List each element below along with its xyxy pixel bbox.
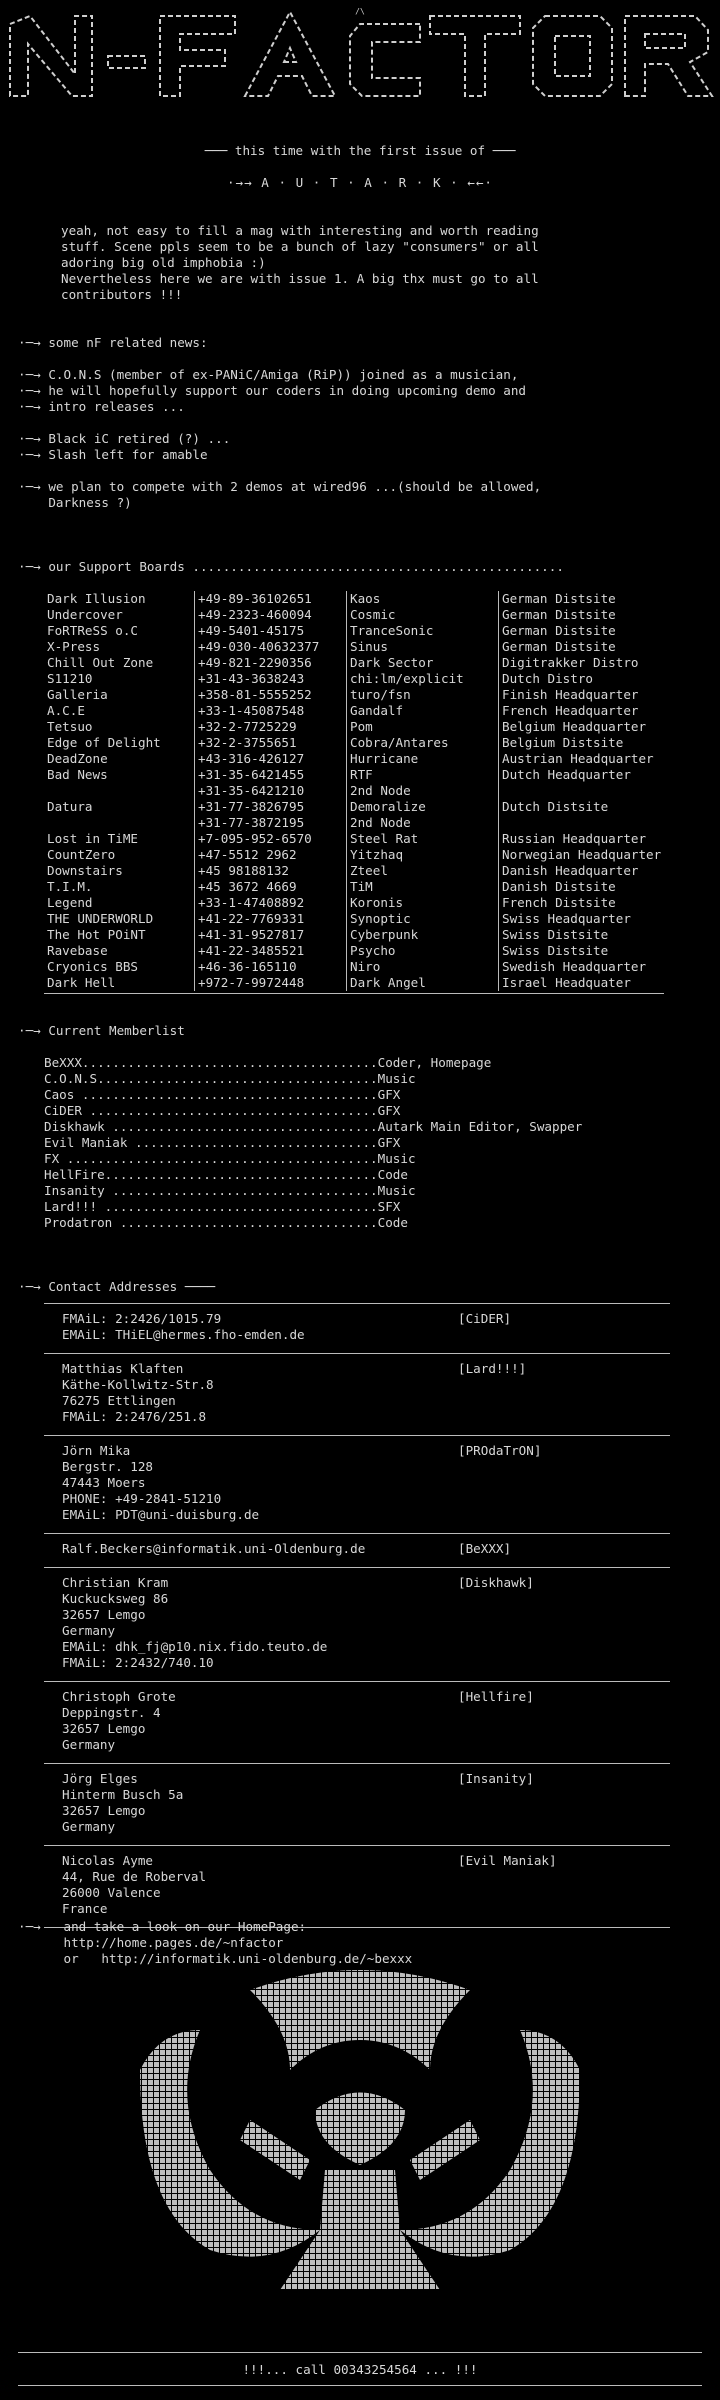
- board-row: [44, 639, 665, 655]
- board-status: French Headquarter: [499, 703, 666, 719]
- support-boards-table: [44, 591, 665, 991]
- divider: [18, 2352, 702, 2353]
- news-item: ·─→ Black iC retired (?) ... ·─→ Slash left for amable: [18, 431, 231, 462]
- contact-entry: [62, 1361, 662, 1425]
- board-phone: +46-36-165110: [195, 959, 347, 975]
- board-status: German Distsite: [499, 607, 666, 623]
- board-row: [44, 703, 665, 719]
- member-entry: Caos .......................................GFX: [44, 1087, 401, 1102]
- board-name: THE UNDERWORLD: [47, 911, 154, 926]
- contact-entry: [62, 1443, 662, 1523]
- board-name: [44, 783, 195, 799]
- board-status: [499, 783, 666, 799]
- board-name: The Hot POiNT: [47, 927, 146, 942]
- board-phone: +43-316-426127: [195, 751, 347, 767]
- board-status: Dutch Headquarter: [499, 767, 666, 783]
- magazine-name: ·→→ A · U · T · A · R · K · ←←·: [226, 175, 494, 190]
- board-sysop: chi:lm/explicit: [347, 671, 499, 687]
- member-entry: CiDER ......................................GFX: [44, 1103, 401, 1118]
- contact-line: Christian Kram: [62, 1575, 169, 1590]
- board-status: Belgium Distsite: [499, 735, 666, 751]
- board-row: [44, 863, 665, 879]
- contact-entry: [62, 1311, 662, 1343]
- board-name: Bad News: [47, 767, 108, 782]
- divider: [44, 1763, 670, 1764]
- board-name: Edge of Delight: [47, 735, 161, 750]
- board-phone: +49-2323-460094: [195, 607, 347, 623]
- contact-line: 47443 Moers: [62, 1475, 146, 1490]
- divider: [44, 1533, 670, 1534]
- board-phone: +41-22-3485521: [195, 943, 347, 959]
- board-status: Belgium Headquarter: [499, 719, 666, 735]
- news-item: ·─→ we plan to compete with 2 demos at wired96 ...(should be allowed, Darkness ?): [18, 479, 542, 510]
- contact-line: EMAiL: dhk_fj@p10.nix.fido.teuto.de: [62, 1639, 328, 1654]
- board-row: [44, 975, 665, 991]
- board-status: Finish Headquarter: [499, 687, 666, 703]
- divider: [44, 1353, 670, 1354]
- contact-handle: [BeXXX]: [458, 1541, 512, 1556]
- contact-line: EMAiL: PDT@uni-duisburg.de: [62, 1507, 260, 1522]
- board-status: German Distsite: [499, 591, 666, 607]
- contact-line: Germany: [62, 1819, 116, 1834]
- board-name: A.C.E: [47, 703, 85, 718]
- board-phone: +45 98188132: [195, 863, 347, 879]
- board-sysop: 2nd Node: [347, 815, 499, 831]
- intro-paragraph: [61, 223, 539, 303]
- contact-handle: [PROdaTrON]: [458, 1443, 542, 1458]
- board-row: [44, 767, 665, 783]
- divider: [18, 2385, 702, 2386]
- svg-text:/\: /\: [355, 7, 365, 16]
- board-name: S11210: [47, 671, 93, 686]
- board-name: FoRTReSS o.C: [47, 623, 138, 638]
- board-phone: +41-31-9527817: [195, 927, 347, 943]
- contact-handle: [Hellfire]: [458, 1689, 534, 1704]
- member-entry: Lard!!! ....................................SFX: [44, 1199, 401, 1214]
- contact-line: Christoph Grote: [62, 1689, 176, 1704]
- board-sysop: Koronis: [347, 895, 499, 911]
- board-sysop: Cyberpunk: [347, 927, 499, 943]
- news-heading: ·─→ some nF related news:: [18, 335, 208, 350]
- board-row: [44, 815, 665, 831]
- board-row: [44, 687, 665, 703]
- board-row: [44, 799, 665, 815]
- board-status: Israel Headquater: [499, 975, 666, 991]
- board-sysop: Yitzhaq: [347, 847, 499, 863]
- board-status: Dutch Distsite: [499, 799, 666, 815]
- contact-line: Bergstr. 128: [62, 1459, 153, 1474]
- contact-handle: [CiDER]: [458, 1311, 512, 1326]
- board-phone: +33-1-47408892: [195, 895, 347, 911]
- member-entry: C.O.N.S.....................................Music: [44, 1071, 416, 1086]
- contact-line: Germany: [62, 1737, 116, 1752]
- board-phone: +31-77-3826795: [195, 799, 347, 815]
- board-name: Lost in TiME: [47, 831, 138, 846]
- board-phone: +31-35-6421210: [195, 783, 347, 799]
- board-sysop: Synoptic: [347, 911, 499, 927]
- board-phone: +972-7-9972448: [195, 975, 347, 991]
- contact-line: EMAiL: THiEL@hermes.fho-emden.de: [62, 1327, 305, 1342]
- contact-handle: [Diskhawk]: [458, 1575, 534, 1590]
- member-entry: Diskhawk ...................................Autark Main Editor, Swapper: [44, 1119, 583, 1134]
- board-status: Swiss Headquarter: [499, 911, 666, 927]
- contacts-heading: ·─→ Contact Addresses ────: [18, 1279, 216, 1294]
- homepage-link[interactable]: http://home.pages.de/~nfactor: [18, 1935, 284, 1950]
- board-name: CountZero: [47, 847, 116, 862]
- board-name: [44, 815, 195, 831]
- contact-line: Kuckucksweg 86: [62, 1591, 169, 1606]
- divider: [44, 1435, 670, 1436]
- contact-entry: [62, 1853, 662, 1917]
- contact-line: 44, Rue de Roberval: [62, 1869, 207, 1884]
- contact-line: Matthias Klaften: [62, 1361, 184, 1376]
- board-sysop: Zteel: [347, 863, 499, 879]
- board-phone: +49-030-40632377: [195, 639, 347, 655]
- board-name: Tetsuo: [47, 719, 93, 734]
- board-status: French Distsite: [499, 895, 666, 911]
- intro-line: Nevertheless here we are with issue 1. A big thx must go to all: [61, 271, 539, 286]
- divider: [44, 1567, 670, 1568]
- board-sysop: TiM: [347, 879, 499, 895]
- contact-line: Deppingstr. 4: [62, 1705, 161, 1720]
- board-phone: +358-81-5555252: [195, 687, 347, 703]
- board-row: [44, 607, 665, 623]
- board-phone: +45 3672 4669: [195, 879, 347, 895]
- board-status: German Distsite: [499, 639, 666, 655]
- board-phone: +33-1-45087548: [195, 703, 347, 719]
- contact-entry: [62, 1771, 662, 1835]
- board-sysop: Niro: [347, 959, 499, 975]
- board-name: Galleria: [47, 687, 108, 702]
- board-sysop: Kaos: [347, 591, 499, 607]
- board-row: [44, 879, 665, 895]
- contact-line: Jörg Elges: [62, 1771, 138, 1786]
- board-phone: +49-5401-45175: [195, 623, 347, 639]
- homepage-info: ·─→ and take a look on our HomePage: http://home.pages.de/~nfactor or http://informatik.uni-oldenburg.de/~bexxx: [18, 1919, 413, 1966]
- board-sysop: Demoralize: [347, 799, 499, 815]
- board-sysop: Hurricane: [347, 751, 499, 767]
- intro-line: contributors !!!: [61, 287, 183, 302]
- board-status: Digitrakker Distro: [499, 655, 666, 671]
- member-entry: HellFire....................................Code: [44, 1167, 408, 1182]
- board-phone: +41-22-7769331: [195, 911, 347, 927]
- board-row: [44, 623, 665, 639]
- contact-line: FMAiL: 2:2426/1015.79: [62, 1311, 222, 1326]
- homepage-link[interactable]: or http://informatik.uni-oldenburg.de/~bexxx: [18, 1951, 413, 1966]
- board-row: [44, 591, 665, 607]
- board-phone: +49-89-36102651: [195, 591, 347, 607]
- contact-line: 32657 Lemgo: [62, 1721, 146, 1736]
- board-name: DeadZone: [47, 751, 108, 766]
- contact-line: 32657 Lemgo: [62, 1607, 146, 1622]
- memberlist-heading: ·─→ Current Memberlist: [18, 1023, 185, 1038]
- intro-line: stuff. Scene ppls seem to be a bunch of lazy "consumers" or all: [61, 239, 539, 254]
- contact-entry: [62, 1575, 662, 1671]
- contact-entry: [62, 1689, 662, 1753]
- contact-line: FMAiL: 2:2432/740.10: [62, 1655, 214, 1670]
- board-sysop: TranceSonic: [347, 623, 499, 639]
- board-name: Dark Hell: [47, 975, 116, 990]
- nfactor-ascii-logo: [0, 4, 720, 104]
- board-sysop: Dark Angel: [347, 975, 499, 991]
- board-status: German Distsite: [499, 623, 666, 639]
- member-entry: FX .........................................Music: [44, 1151, 416, 1166]
- board-status: Russian Headquarter: [499, 831, 666, 847]
- support-boards-heading: ·─→ our Support Boards .................................................: [18, 559, 564, 574]
- board-row: [44, 655, 665, 671]
- board-sysop: Gandalf: [347, 703, 499, 719]
- board-name: Chill Out Zone: [47, 655, 154, 670]
- board-name: Datura: [47, 799, 93, 814]
- footer-call: !!!... call 00343254564 ... !!!: [242, 2362, 478, 2377]
- board-sysop: Psycho: [347, 943, 499, 959]
- board-sysop: Sinus: [347, 639, 499, 655]
- board-row: [44, 735, 665, 751]
- intro-line: adoring big old imphobia :): [61, 255, 266, 270]
- board-phone: +49-821-2290356: [195, 655, 347, 671]
- board-phone: +32-2-3755651: [195, 735, 347, 751]
- board-sysop: Cosmic: [347, 607, 499, 623]
- board-name: Ravebase: [47, 943, 108, 958]
- contact-entry: [62, 1541, 662, 1557]
- board-phone: +7-095-952-6570: [195, 831, 347, 847]
- contact-line: Jörn Mika: [62, 1443, 131, 1458]
- contact-line: Käthe-Kollwitz-Str.8: [62, 1377, 214, 1392]
- board-status: Danish Distsite: [499, 879, 666, 895]
- board-row: [44, 927, 665, 943]
- board-phone: +31-35-6421455: [195, 767, 347, 783]
- board-sysop: RTF: [347, 767, 499, 783]
- board-row: [44, 959, 665, 975]
- board-sysop: Steel Rat: [347, 831, 499, 847]
- divider: [44, 1303, 670, 1304]
- member-entry: Prodatron ..................................Code: [44, 1215, 408, 1230]
- contact-line: 32657 Lemgo: [62, 1803, 146, 1818]
- contact-line: Germany: [62, 1623, 116, 1638]
- board-status: Dutch Distro: [499, 671, 666, 687]
- board-row: [44, 831, 665, 847]
- board-name: Undercover: [47, 607, 123, 622]
- board-name: Legend: [47, 895, 93, 910]
- board-row: [44, 783, 665, 799]
- contact-line: 26000 Valence: [62, 1885, 161, 1900]
- board-sysop: Dark Sector: [347, 655, 499, 671]
- board-status: [499, 815, 666, 831]
- news-item: ·─→ C.O.N.S (member of ex-PANiC/Amiga (RiP)) joined as a musician, ·─→ he will hopefully support our coders in doing upcoming demo and ·─→ intro releases ...: [18, 367, 526, 414]
- board-row: [44, 671, 665, 687]
- board-name: T.I.M.: [47, 879, 93, 894]
- divider: [44, 1681, 670, 1682]
- board-row: [44, 847, 665, 863]
- board-name: Cryonics BBS: [47, 959, 138, 974]
- board-name: X-Press: [47, 639, 101, 654]
- board-row: [44, 895, 665, 911]
- divider: [44, 993, 664, 994]
- tagline: ─── this time with the first issue of ───: [204, 143, 516, 158]
- contact-line: FMAiL: 2:2476/251.8: [62, 1409, 207, 1424]
- board-status: Norwegian Headquarter: [499, 847, 666, 863]
- board-row: [44, 719, 665, 735]
- intro-line: yeah, not easy to fill a mag with interesting and worth reading: [61, 223, 539, 238]
- contact-line: Nicolas Ayme: [62, 1853, 153, 1868]
- board-phone: +32-2-7725229: [195, 719, 347, 735]
- divider: [44, 1845, 670, 1846]
- contact-line: Ralf.Beckers@informatik.uni-Oldenburg.de: [62, 1541, 366, 1556]
- member-entry: Insanity ...................................Music: [44, 1183, 416, 1198]
- member-entry: BeXXX.......................................Coder, Homepage: [44, 1055, 492, 1070]
- board-status: Swiss Distsite: [499, 927, 666, 943]
- board-phone: +31-43-3638243: [195, 671, 347, 687]
- board-sysop: Cobra/Antares: [347, 735, 499, 751]
- member-entry: Evil Maniak ................................GFX: [44, 1135, 401, 1150]
- contact-handle: [Lard!!!]: [458, 1361, 527, 1376]
- board-row: [44, 911, 665, 927]
- board-phone: +47-5512 2962: [195, 847, 347, 863]
- board-status: Danish Headquarter: [499, 863, 666, 879]
- contact-line: PHONE: +49-2841-51210: [62, 1491, 222, 1506]
- contact-handle: [Insanity]: [458, 1771, 534, 1786]
- contact-handle: [Evil Maniak]: [458, 1853, 557, 1868]
- board-row: [44, 943, 665, 959]
- contact-line: Hinterm Busch 5a: [62, 1787, 184, 1802]
- board-status: Swedish Headquarter: [499, 959, 666, 975]
- board-sysop: Pom: [347, 719, 499, 735]
- board-phone: +31-77-3872195: [195, 815, 347, 831]
- board-row: [44, 751, 665, 767]
- board-status: Swiss Distsite: [499, 943, 666, 959]
- memberlist: [44, 1055, 582, 1231]
- board-name: Dark Illusion: [47, 591, 146, 606]
- contact-line: 76275 Ettlingen: [62, 1393, 176, 1408]
- board-sysop: 2nd Node: [347, 783, 499, 799]
- board-status: Austrian Headquarter: [499, 751, 666, 767]
- board-sysop: turo/fsn: [347, 687, 499, 703]
- contact-line: France: [62, 1901, 108, 1916]
- biohazard-ascii-art: [100, 1960, 620, 2340]
- board-name: Downstairs: [47, 863, 123, 878]
